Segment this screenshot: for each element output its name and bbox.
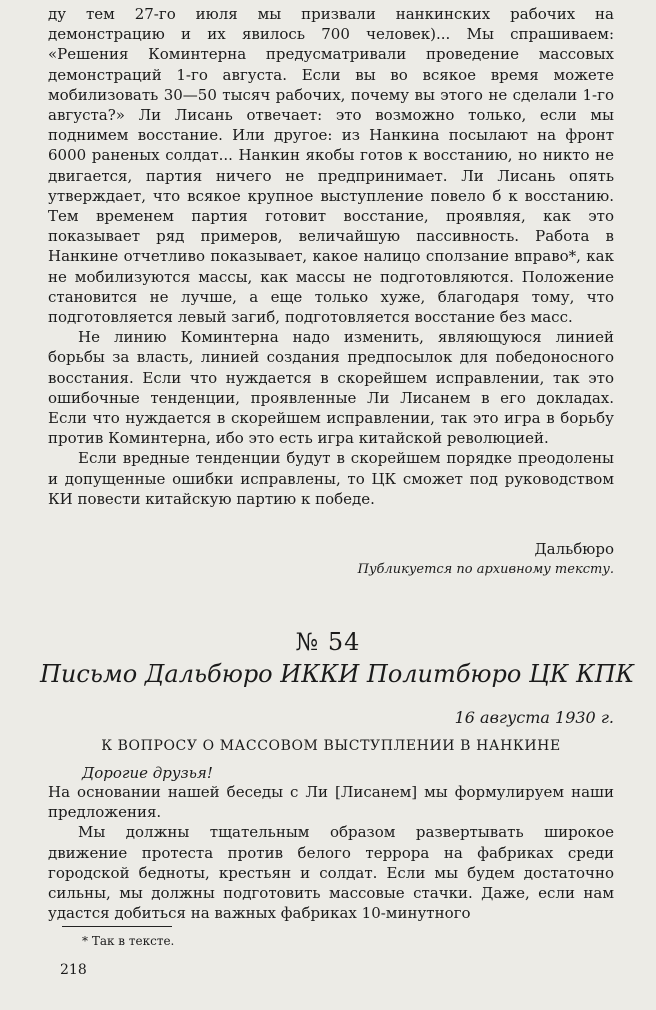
paragraph-continued: ду тем 27-го июля мы призвали нанкинских рабочих на демонстрацию и их явилось 700 человек)... Мы спрашиваем: «Решения Коминтерна предусматривали проведение массовых демонстраций 1-го августа. Если вы во всякое время можете мобилизовать 30—50 тысяч рабочих, почему вы этого не сделали 1-го августа?» Ли Лисань отвечает: это возможно только, если мы поднимем восстание. Или другое: из Нанкина посылают на фронт 6000 раненых солдат... Нанкин якобы готов к восстанию, но никто не двигается, партия ничего не предпринимает. Ли Лисань опять утверждает, что всякое крупное выступление повело б к восстанию. Тем временем партия готовит восстание, проявляя, как это показывает ряд примеров, величайшую пассивность. Работа в Нанкине отчетливо показывает, какое налицо сползание вправо*, как не мобилизуются массы, как массы не подготовляются. Положение становится не лучше, а еще только хуже, благодаря тому, что подготовляется левый загиб, подготовляется восстание без масс.: [48, 5, 614, 327]
paragraph: Мы должны тщательным образом развертывать широкое движение протеста против белого террора на фабриках среди городской бедноты, крестьян и солдат. Если мы будем достаточно сильны, мы должны подготовить массовые стачки. Даже, если нам удастся добиться на важных фабриках 10-минутного: [48, 823, 614, 923]
document-date: 16 августа 1930 г.: [454, 708, 614, 727]
continued-text: [48, 4, 614, 509]
paragraph: На основании нашей беседы с Ли [Лисанем] мы формулируем наши предложения.: [48, 783, 614, 822]
paragraph: Если вредные тенденции будут в скорейшем порядке преодолены и допущенные ошибки исправлены, то ЦК сможет под руководством КИ повести китайскую партию к победе.: [48, 449, 614, 508]
footnote: * Так в тексте.: [82, 934, 175, 948]
paragraph: Не линию Коминтерна надо изменить, являющуюся линией борьбы за власть, линией создания предпосылок для победоносного восстания. Если что нуждается в скорейшем исправлении, так это ошибочные тенденции, проявленные Ли Лисанем в его докладах. Если что нуждается в скорейшем исправлении, так это игра в борьбу против Коминтерна, ибо это есть игра китайской революцией.: [48, 328, 614, 448]
document-number: № 54: [295, 628, 361, 656]
page-number: 218: [60, 962, 87, 978]
salutation: Дорогие друзья!: [82, 764, 213, 782]
archive-note: Публикуется по архивному тексту.: [357, 562, 614, 577]
letter-body: [48, 782, 614, 923]
signature: Дальбюро: [534, 540, 614, 558]
document-title: Письмо Дальбюро ИККИ Политбюро ЦК КПК: [40, 660, 635, 688]
section-heading: К ВОПРОСУ О МАССОВОМ ВЫСТУПЛЕНИИ В НАНКИНЕ: [101, 738, 561, 754]
footnote-rule: [62, 926, 172, 927]
